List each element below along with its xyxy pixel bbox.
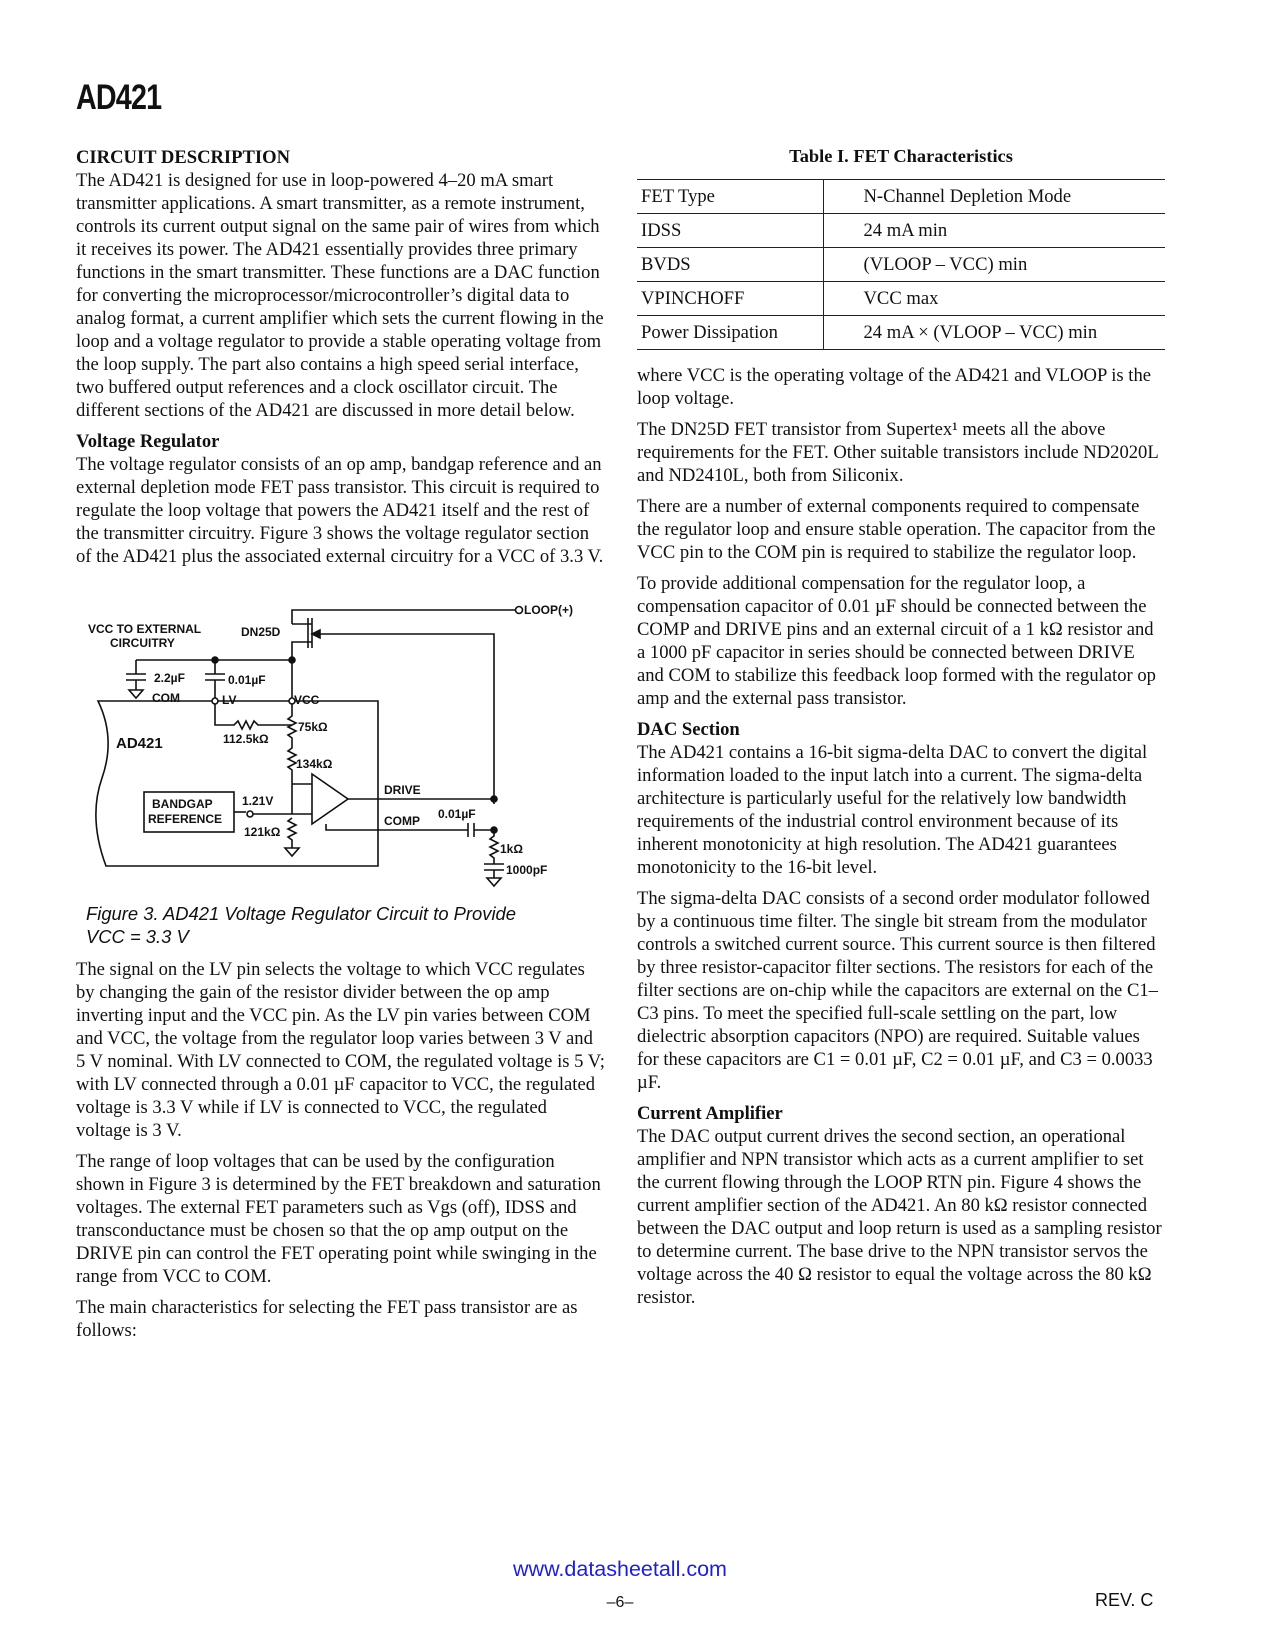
fet-label: DN25D: [241, 625, 281, 639]
table-cell: VPINCHOFF: [637, 282, 823, 316]
vref-label: 1.21V: [242, 794, 274, 808]
revision-label: REV. C: [1095, 1590, 1154, 1610]
table-cell: (VLOOP – VCC) min: [823, 248, 1165, 282]
figure-3-caption: [86, 902, 606, 948]
cap-lv-label: 0.01µF: [228, 673, 266, 687]
table-row: [637, 180, 1165, 214]
figure-caption-line-2: VCC = 3.3 V: [86, 926, 189, 947]
com-label: COM: [152, 691, 180, 705]
lv-paragraph: The signal on the LV pin selects the voltage to which VCC regulates by changing the gain of the resistor divider between the op amp inverting input and the VCC pin. As the LV pin varies between COM and VCC, the voltage from the regulator loop varies between 3 V and 5 V nominal. With LV connected to COM, the regulated voltage is 5 V; with LV connected through a 0.01 µF capacitor to VCC, the regulated voltage is 3.3 V while if LV is connected to VCC, the regulated voltage is 3 V.: [76, 959, 605, 1141]
page-number: –6–: [606, 1594, 634, 1611]
main-characteristics-paragraph: The main characteristics for selecting the FET pass transistor are as follows:: [76, 1297, 578, 1341]
figure-3-schematic: [76, 598, 606, 898]
table-cell: VCC max: [823, 282, 1165, 316]
table-cell: IDSS: [637, 214, 823, 248]
voltage-regulator-heading: Voltage Regulator: [76, 431, 220, 452]
drive-pin-label: DRIVE: [384, 783, 421, 797]
table-cell: BVDS: [637, 248, 823, 282]
table-cell: 24 mA min: [823, 214, 1165, 248]
lv-pin-label: LV: [222, 693, 237, 707]
intro-paragraph: The AD421 is designed for use in loop-powered 4–20 mA smart transmitter applications. A smart transmitter, as a remote instrument, controls its current output signal on the same pair of wires from which it receives its power. The AD421 essentially provides three primary functions in the smart transmitter. These functions are a DAC function for converting the microprocessor/microcontroller’s digital data to analog format, a current amplifier which sets the current flowing in the loop and a voltage regulator to provide a stable operating voltage from the loop supply. The part also contains a high speed serial interface, two buffered output references and a clock oscillator circuit. The different sections of the AD421 are discussed in more detail below.: [76, 170, 604, 421]
vcc-external-label-1: VCC TO EXTERNAL: [88, 622, 202, 636]
table-row: [637, 282, 1165, 316]
table-cell: 24 mA × (VLOOP – VCC) min: [823, 316, 1165, 350]
right-column: [637, 146, 1165, 1317]
current-amplifier-heading: Current Amplifier: [637, 1103, 783, 1124]
cap-comp-label: 0.01µF: [438, 807, 476, 821]
r-112-label: 112.5kΩ: [223, 732, 269, 746]
range-paragraph: The range of loop voltages that can be used by the configuration shown in Figure 3 is determined by the FET breakdown and saturation voltages. The external FET parameters such as Vgs (off), IDSS and transconductance must be chosen so that the op amp output on the DRIVE pin can control the FET operating point while swinging in the range from VCC to COM.: [76, 1151, 601, 1287]
current-amplifier-paragraph: The DAC output current drives the second section, an operational amplifier and NPN transistor which acts as a current amplifier to set the current flowing through the LOOP RTN pin. Figure 4 shows the current amplifier section of the AD421. An 80 kΩ resistor connected between the DAC output and loop return is used as a sampling resistor to determine current. The base drive to the NPN transistor servos the voltage across the 40 Ω resistor to equal the voltage across the 80 kΩ resistor.: [637, 1126, 1162, 1308]
r-1k-label: 1kΩ: [500, 842, 523, 856]
dac-section-heading: DAC Section: [637, 719, 740, 740]
table-row: [637, 248, 1165, 282]
section-title: CIRCUIT DESCRIPTION: [76, 147, 291, 168]
dac-paragraph: The AD421 contains a 16-bit sigma-delta DAC to convert the digital information loaded to the input latch into a current. The sigma-delta architecture is particularly useful for the relatively low bandwidth requirements of the industrial control environment because of its inherent monotonicity at high resolution. The AD421 guarantees monotonicity to the 16-bit level.: [637, 742, 1148, 878]
table-title: Table I. FET Characteristics: [789, 146, 1013, 166]
vcc-external-label-2: CIRCUITRY: [110, 636, 175, 650]
cap-1000p-label: 1000pF: [506, 863, 548, 877]
part-number-heading: AD421: [76, 78, 162, 117]
table-cell: N-Channel Depletion Mode: [823, 180, 1165, 214]
r-75-label: 75kΩ: [298, 720, 328, 734]
vcc-pin-label: VCC: [294, 693, 320, 707]
voltage-regulator-paragraph: The voltage regulator consists of an op amp, bandgap reference and an external depletion mode FET pass transistor. This circuit is required to regulate the loop voltage that powers the AD421 itself and the rest of the transmitter circuitry. Figure 3 shows the voltage regulator section of the AD421 plus the associated external circuitry for a VCC of 3.3 V.: [76, 454, 604, 567]
dn25d-paragraph: The DN25D FET transistor from Supertex¹ meets all the above requirements for the FET. Other suitable transistors include ND2020L and ND2410L, both from Siliconix.: [637, 419, 1159, 486]
chip-label: AD421: [116, 735, 163, 752]
loop-plus-label: LOOP(+): [524, 603, 574, 617]
r-134-label: 134kΩ: [296, 757, 333, 771]
comp-pin-label: COMP: [384, 814, 420, 828]
figure-caption-line-1: Figure 3. AD421 Voltage Regulator Circuit to Provide: [86, 903, 517, 924]
table-cell: Power Dissipation: [637, 316, 823, 350]
table-cell: FET Type: [637, 180, 823, 214]
sigma-delta-paragraph: The sigma-delta DAC consists of a second order modulator followed by a continuous time filter. The single bit stream from the modulator controls a switched current source. This current source is then filtered by three resistor-capacitor filter sections. The resistors for each of the filter sections are on-chip while the capacitors are external on the C1–C3 pins. To meet the specified full-scale settling on the part, low dielectric absorption capacitors (NPO) are required. Suitable values for these capacitors are C1 = 0.01 µF, C2 = 0.01 µF, and C3 = 0.0033 µF.: [637, 888, 1158, 1093]
where-paragraph: where VCC is the operating voltage of the AD421 and VLOOP is the loop voltage.: [637, 365, 1152, 409]
left-column: [76, 146, 606, 1350]
fet-characteristics-table: [637, 179, 1165, 350]
external-components-paragraph: There are a number of external components required to compensate the regulator loop and ensure stable operation. The capacitor from the VCC pin to the COM pin is required to stabilize the regulator loop.: [637, 496, 1156, 563]
footer-website-link[interactable]: www.datasheetall.com: [513, 1557, 727, 1581]
table-row: [637, 214, 1165, 248]
table-row: [637, 316, 1165, 350]
bandgap-label-2: REFERENCE: [148, 812, 223, 826]
chip-outline: [96, 701, 378, 866]
regulator-schematic: [76, 598, 606, 898]
r-121-label: 121kΩ: [244, 825, 281, 839]
cap-2u2-label: 2.2µF: [154, 671, 185, 685]
bandgap-label-1: BANDGAP: [152, 797, 213, 811]
compensation-paragraph: To provide additional compensation for the regulator loop, a compensation capacitor of 0.01 µF should be connected between the COMP and DRIVE pins and an external circuit of a 1 kΩ resistor and a 1000 pF capacitor in series should be connected between DRIVE and COM to stabilize this feedback loop formed with the regulator op amp and the external pass transistor.: [637, 573, 1156, 709]
